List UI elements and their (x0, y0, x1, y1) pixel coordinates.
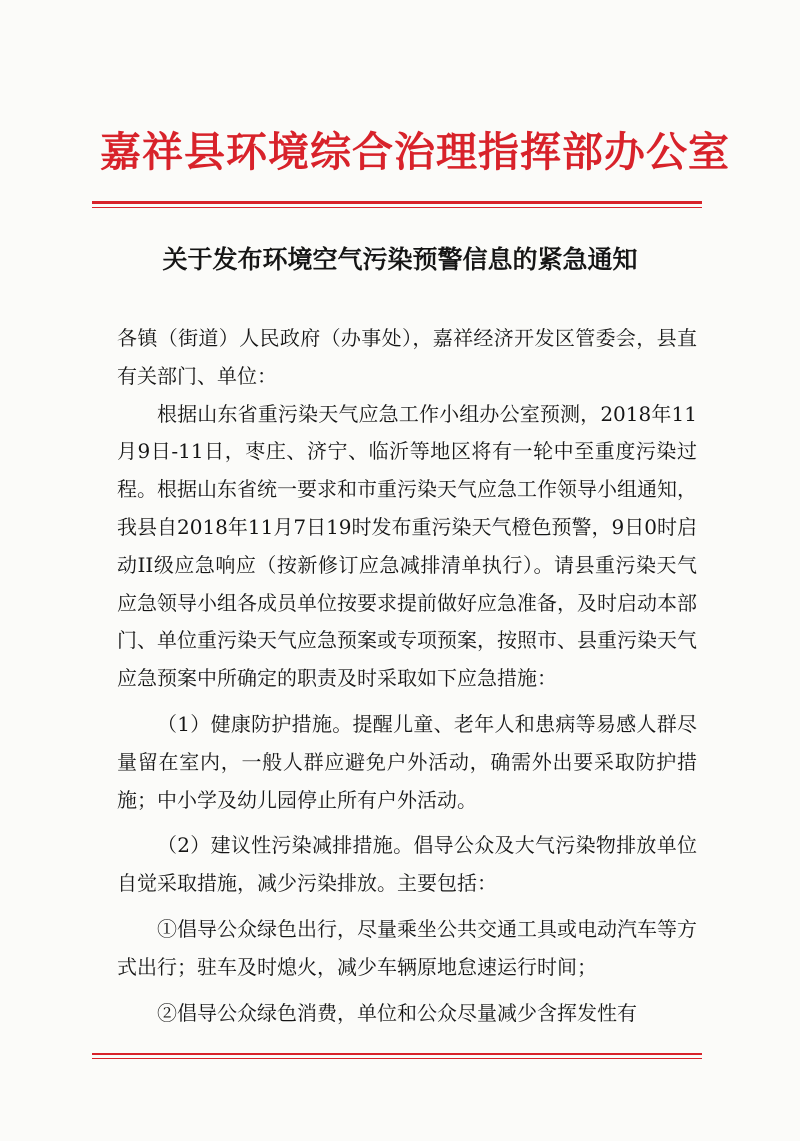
measure-voluntary-reduction: （2）建议性污染减排措施。倡导公众及大气污染物排放单位自觉采取措施，减少污染排放。主要包括： (117, 833, 697, 896)
document-title: 关于发布环境空气污染预警信息的紧急通知 (162, 245, 638, 274)
document-body (117, 320, 697, 1032)
paragraph-forecast: 根据山东省重污染天气应急工作小组办公室预测，2018年11月9日-11日，枣庄、济宁、临沂等地区将有一轮中至重度污染过程。根据山东省统一要求和市重污染天气应急工作领导小组通知，我县自2018年11月7日19时发布重污染天气橙色预警，9日0时启动II级应急响应（按新修订应急减排清单执行）。请县重污染天气应急领导小组各成员单位按要求提前做好应急准备，及时启动本部门、单位重污染天气应急预案或专项预案，按照市、县重污染天气应急预案中所确定的职责及时采取如下应急措施： (117, 401, 697, 691)
issuer-masthead: 嘉祥县环境综合治理指挥部办公室 (100, 128, 730, 176)
item-green-travel: ①倡导公众绿色出行，尽量乘坐公共交通工具或电动汽车等方式出行；驻车及时熄火，减少车辆原地怠速运行时间； (117, 916, 697, 979)
salutation: 各镇（街道）人民政府（办事处），嘉祥经济开发区管委会，县直有关部门、单位： (117, 326, 697, 388)
measure-health-protection: （1）健康防护措施。提醒儿童、老年人和患病等易感人群尽量留在室内，一般人群应避免户外活动，确需外出要采取防护措施；中小学及幼儿园停止所有户外活动。 (117, 711, 697, 812)
item-green-consumption: ②倡导公众绿色消费，单位和公众尽量减少含挥发性有 (157, 1000, 637, 1025)
footer-red-rule (92, 1053, 702, 1055)
masthead-red-rule-thin (92, 207, 702, 208)
masthead-red-rule (92, 201, 702, 204)
footer-red-rule-thin (92, 1058, 702, 1059)
